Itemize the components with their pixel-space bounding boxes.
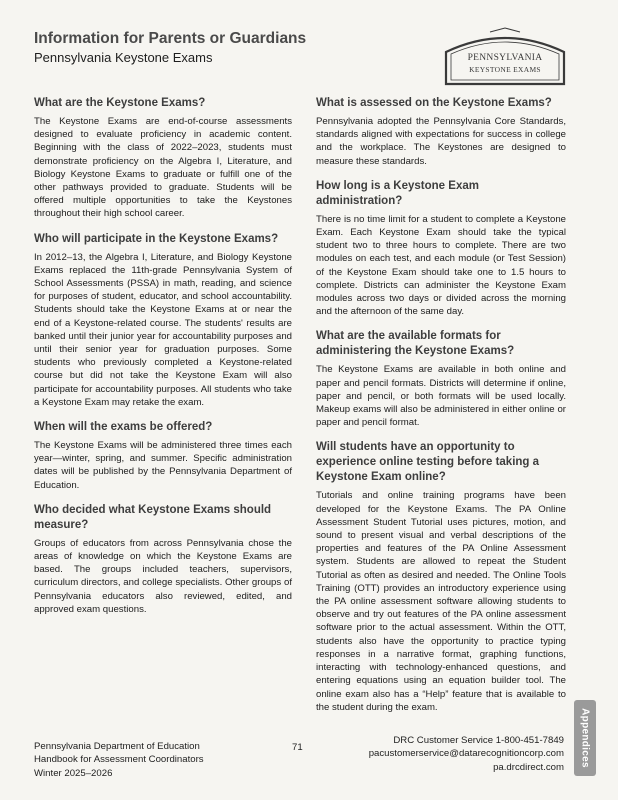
keystone-logo <box>440 22 570 92</box>
section-formats <box>316 329 566 429</box>
left-column <box>34 96 292 627</box>
section-heading: Who will participate in the Keystone Exams? <box>34 232 279 245</box>
section-body: Tutorials and online training programs have been developed for the Keystone Exams. The PA Online Assessment Student Tutorial uses pictures, motion, and sound to present visual and verbal descriptions of the properties and features of the PA Online Assessment system. Students are allowed to repeat the Student Tutorial as often as desired and needed. The Online Tools Training (OTT) provides an introductory experience using the PA online assessment software allowing students to observe and try out features of the PA online assessment software prior to the actual assessment. Within the OTT, students also have the opportunity to practice typing responses in a narrative format, graphing functions, interacting with technology-enhanced questions, and entering equations using an equation builder tool. The online exam also has a “Help” feature that is available to the student during the exam. <box>316 490 566 713</box>
section-body: Pennsylvania adopted the Pennsylvania Core Standards, standards aligned with expectations for success in college and the workplace. The Keystones are designed to measure these standards. <box>316 116 566 167</box>
section-who-decided <box>34 503 292 616</box>
section-body: Groups of educators from across Pennsylvania chose the areas of knowledge on which the Keystone Exams are based. The groups included teachers, supervisors, curriculum directors, and college specialists. Other groups of Pennsylvania educators also reviewed, edited, and approved exam questions. <box>34 537 292 615</box>
section-online-practice <box>316 440 566 713</box>
page-subtitle: Pennsylvania Keystone Exams <box>34 50 213 65</box>
footer-line: Winter 2025–2026 <box>34 767 113 779</box>
section-when-offered <box>34 420 292 492</box>
appendices-tab[interactable] <box>574 700 596 776</box>
drc-website-link[interactable]: pa.drcdirect.com <box>493 761 564 773</box>
section-heading: When will the exams be offered? <box>34 421 213 434</box>
footer-line: Handbook for Assessment Coordinators <box>34 754 204 766</box>
page-number: 71 <box>292 742 303 753</box>
section-body: In 2012–13, the Algebra I, Literature, and Biology Keystone Exams replaced the 11th-grade Pennsylvania System of School Assessments (PSSA) in math, reading, and science for purposes of student, educator, and school accountability. Students should take the Keystone Exams at or near the end of a Keystone-related course. The students' results are banked until their junior year for accountability purposes and until their senior year for graduation purposes. Some students who previously completed a Keystone-related course but did not take the Keystone Exam will also participate for accountability purposes. All students who take a Keystone Exam may retake the exam. <box>34 251 292 408</box>
section-heading: What are the available formats for administering the Keystone Exams? <box>316 330 515 358</box>
section-who-participates <box>34 232 292 409</box>
appendices-tab-label: Appendices <box>579 708 591 768</box>
section-what-assessed <box>316 96 566 168</box>
footer-publisher <box>34 740 204 780</box>
logo-line-1: PENNSYLVANIA <box>467 53 543 63</box>
footer-line: Pennsylvania Department of Education <box>34 741 200 752</box>
section-body: The Keystone Exams are available in both online and paper and pencil formats. Districts will determine if online, paper and pencil, or both formats will be used locally. Makeup exams will also be administered in either online or paper and pencil format. <box>316 364 566 429</box>
section-how-long <box>316 179 566 319</box>
section-heading: What are the Keystone Exams? <box>34 97 206 109</box>
customer-service-email[interactable]: pacustomerservice@datarecognitioncorp.com <box>368 748 564 760</box>
right-column <box>316 96 566 725</box>
section-heading: How long is a Keystone Exam administration? <box>316 179 479 207</box>
section-body: The Keystone Exams will be administered three times each year—winter, spring, and summer. Specific administration dates will be published by the Pennsylvania Department of Education. <box>34 440 292 491</box>
customer-service-phone: DRC Customer Service 1-800-451-7849 <box>393 735 564 746</box>
section-what-are <box>34 96 292 221</box>
page-title: Information for Parents or Guardians <box>34 30 307 47</box>
section-heading: What is assessed on the Keystone Exams? <box>316 97 552 109</box>
section-heading: Who decided what Keystone Exams should measure? <box>34 503 272 531</box>
section-heading: Will students have an opportunity to experience online testing before taking a Keystone Exam online? <box>316 441 540 484</box>
section-body: There is no time limit for a student to complete a Keystone Exam. Each Keystone Exam should take the typical student two to three hours to complete. There are two modules on each test, and each module (or Test Session) of the Keystone Exam should take one to 1.5 hours to complete. Districts can administer the Keystone Exam modules across two days or divided across the morning and the afternoon of the same day. <box>316 213 566 318</box>
logo-line-2: KEYSTONE EXAMS <box>469 65 541 74</box>
section-body: The Keystone Exams are end-of-course assessments designed to evaluate proficiency in academic content. Beginning with the class of 2022–2023, students must demonstrate proficiency on the Algebra I, Literature, and Biology Keystone Exams to graduate or fulfill one of the other pathways provided to graduate. Students will be offered multiple opportunities to take the Keystones throughout their high school career. <box>34 116 292 220</box>
footer-contact <box>369 734 564 774</box>
